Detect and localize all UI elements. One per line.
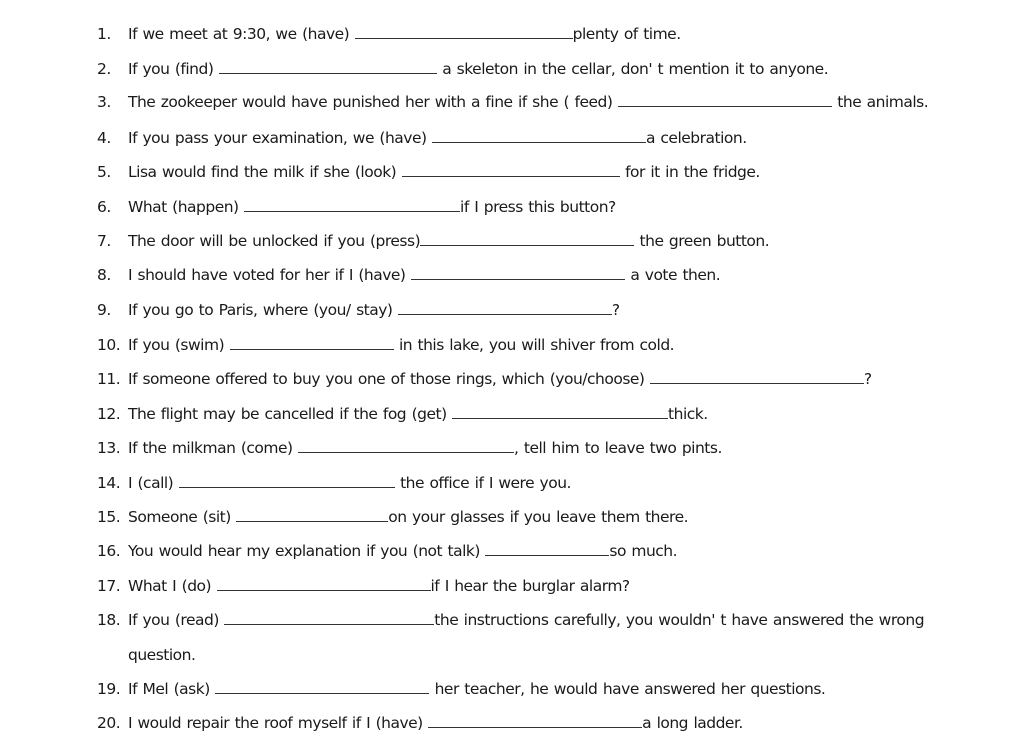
question-text-after: her teacher, he would have answered her questions. <box>429 680 826 698</box>
question-16 <box>97 541 964 561</box>
question-text-before: What (happen) <box>128 198 245 216</box>
question-text-before: I should have voted for her if I (have) <box>128 266 411 284</box>
question-number: 16. <box>97 542 121 560</box>
question-number: 19. <box>97 680 121 698</box>
question-18 <box>97 610 964 665</box>
question-text-before: If you go to Paris, where (you/ stay) <box>128 301 398 319</box>
answer-blank[interactable] <box>402 163 620 177</box>
answer-blank[interactable] <box>244 198 460 212</box>
question-text-before: If you (read) <box>128 611 225 629</box>
question-number: 8. <box>97 266 111 284</box>
question-text-after: the green button. <box>634 232 770 250</box>
question-text-before: Lisa would find the milk if she (look) <box>128 163 402 181</box>
question-text-after: plenty of time. <box>572 25 681 43</box>
question-number: 14. <box>97 474 121 492</box>
question-number: 17. <box>97 577 121 595</box>
question-text-after: if I press this button? <box>460 198 616 216</box>
answer-blank[interactable] <box>485 542 609 556</box>
question-10 <box>97 335 964 355</box>
answer-blank[interactable] <box>355 25 573 39</box>
question-19 <box>97 679 964 699</box>
question-text-before: If we meet at 9:30, we (have) <box>128 25 355 43</box>
question-text-before: What I (do) <box>128 577 217 595</box>
question-text-before: I (call) <box>128 474 179 492</box>
question-text-before: You would hear my explanation if you (not talk) <box>128 542 486 560</box>
question-text-after: the instructions carefully, you wouldn' t have answered the wrong <box>434 611 925 629</box>
question-text-after: so much. <box>609 542 678 560</box>
question-text-before: If you pass your examination, we (have) <box>128 129 432 147</box>
question-text-after: ? <box>863 370 872 388</box>
question-number: 4. <box>97 129 111 147</box>
question-number: 3. <box>97 93 111 111</box>
question-14 <box>97 473 964 493</box>
question-15 <box>97 507 964 527</box>
question-text-after: a vote then. <box>624 266 721 284</box>
question-20 <box>97 713 964 733</box>
question-13 <box>97 438 964 458</box>
question-6 <box>97 197 964 217</box>
question-text-after: a long ladder. <box>642 714 743 732</box>
question-text-continuation: question. <box>128 646 196 664</box>
question-text-after: a skeleton in the cellar, don' t mention it to anyone. <box>436 60 829 78</box>
question-number: 13. <box>97 439 121 457</box>
question-text-after: if I hear the burglar alarm? <box>430 577 630 595</box>
answer-blank[interactable] <box>224 611 434 625</box>
answer-blank[interactable] <box>219 60 437 74</box>
question-number: 1. <box>97 25 111 43</box>
question-number: 11. <box>97 370 121 388</box>
question-number: 20. <box>97 714 121 732</box>
question-9 <box>97 300 964 320</box>
question-4 <box>97 128 964 148</box>
question-number: 6. <box>97 198 111 216</box>
question-7 <box>97 231 964 251</box>
question-text-before: Someone (sit) <box>128 508 237 526</box>
question-2 <box>97 59 964 79</box>
answer-blank[interactable] <box>298 439 514 453</box>
question-3 <box>97 92 964 112</box>
answer-blank[interactable] <box>428 714 642 728</box>
question-text-before: I would repair the roof myself if I (have) <box>128 714 429 732</box>
question-text-before: If Mel (ask) <box>128 680 216 698</box>
answer-blank[interactable] <box>179 474 395 488</box>
question-text-before: The flight may be cancelled if the fog (get) <box>128 405 453 423</box>
question-5 <box>97 162 964 182</box>
answer-blank[interactable] <box>650 370 864 384</box>
question-number: 10. <box>97 336 121 354</box>
answer-blank[interactable] <box>236 508 388 522</box>
question-text-before: If the milkman (come) <box>128 439 299 457</box>
question-number: 2. <box>97 60 111 78</box>
question-text-after: the office if I were you. <box>394 474 571 492</box>
answer-blank[interactable] <box>618 93 832 107</box>
answer-blank[interactable] <box>215 680 429 694</box>
question-text-before: The door will be unlocked if you (press) <box>128 232 421 250</box>
answer-blank[interactable] <box>452 405 668 419</box>
question-12 <box>97 404 964 424</box>
question-number: 7. <box>97 232 111 250</box>
answer-blank[interactable] <box>411 266 625 280</box>
answer-blank[interactable] <box>217 577 431 591</box>
answer-blank[interactable] <box>398 301 612 315</box>
question-text-after: a celebration. <box>645 129 747 147</box>
question-17 <box>97 576 964 596</box>
question-8 <box>97 265 964 285</box>
question-text-before: If you (swim) <box>128 336 230 354</box>
question-text-before: The zookeeper would have punished her with a fine if she ( feed) <box>128 93 618 111</box>
question-11 <box>97 369 964 389</box>
answer-blank[interactable] <box>420 232 634 246</box>
question-number: 18. <box>97 611 121 629</box>
question-number: 15. <box>97 508 121 526</box>
question-number: 5. <box>97 163 111 181</box>
answer-blank[interactable] <box>230 336 394 350</box>
question-text-after: , tell him to leave two pints. <box>514 439 722 457</box>
question-text-before: If you (find) <box>128 60 219 78</box>
question-1 <box>97 24 964 44</box>
question-text-after: the animals. <box>831 93 929 111</box>
question-text-after: ? <box>611 301 620 319</box>
question-text-after: in this lake, you will shiver from cold. <box>393 336 675 354</box>
question-text-before: If someone offered to buy you one of those rings, which (you/choose) <box>128 370 650 388</box>
question-text-after: thick. <box>668 405 708 423</box>
answer-blank[interactable] <box>432 129 646 143</box>
question-text-after: for it in the fridge. <box>619 163 760 181</box>
question-number: 12. <box>97 405 121 423</box>
question-number: 9. <box>97 301 111 319</box>
question-text-after: on your glasses if you leave them there. <box>388 508 689 526</box>
